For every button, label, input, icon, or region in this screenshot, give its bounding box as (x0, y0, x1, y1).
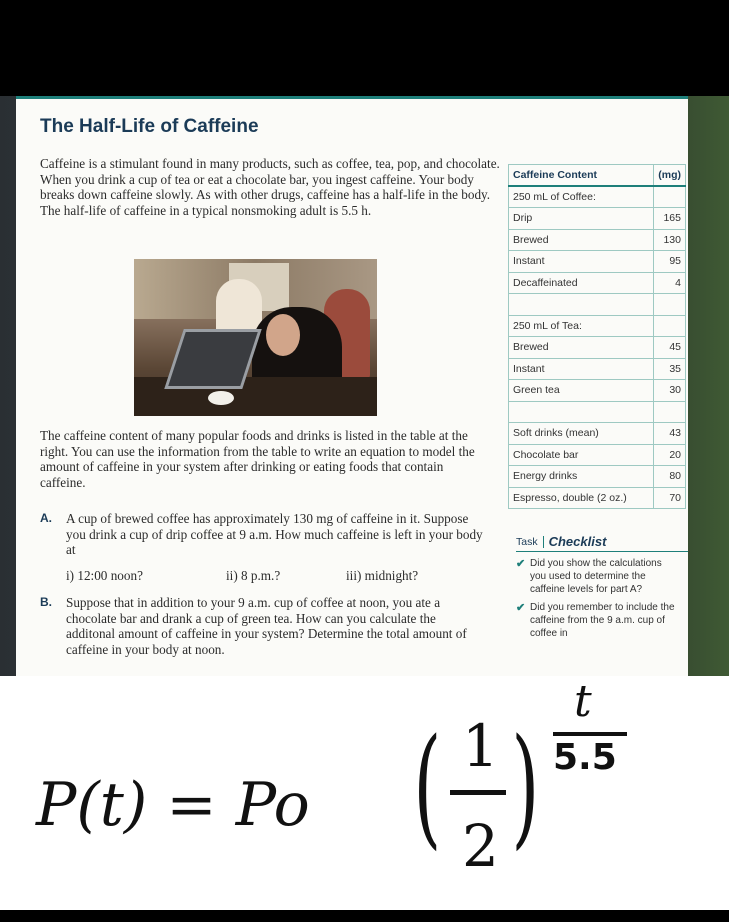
table-row (509, 229, 686, 251)
question-a (40, 511, 500, 561)
page-title: The Half-Life of Caffeine (40, 116, 259, 137)
textbook-page (16, 96, 688, 676)
bottom-black-band (0, 910, 729, 922)
table-row (509, 294, 686, 316)
table-cell-item: Decaffeinated (509, 272, 654, 294)
table-cell-item: Green tea (509, 380, 654, 402)
table-cell-mg: 80 (654, 466, 686, 488)
subpart-i: i) 12:00 noon? (66, 568, 143, 583)
table-cell-mg: 45 (654, 337, 686, 359)
table-row (509, 272, 686, 294)
formula-base-numerator: 1 (462, 712, 499, 780)
table-row (509, 466, 686, 488)
table-cell-item (509, 294, 654, 316)
table-cell-item: Instant (509, 358, 654, 380)
page-top-rule (16, 96, 688, 99)
table-cell-item: Instant (509, 251, 654, 273)
table-cell-mg (654, 186, 686, 208)
table-header-item: Caffeine Content (509, 165, 654, 187)
formula-exponent-bar (553, 732, 627, 736)
formula-base-denominator: 2 (462, 812, 499, 880)
question-b-text: Suppose that in addition to your 9 a.m. cup of coffee at noon, you ate a chocolate bar and drank a cup of green tea. How can you calculate the additonal amount of caffeine in your system? Determine the total amount of caffeine in your body at noon. (66, 595, 467, 657)
table-row (509, 315, 686, 337)
checklist-item (516, 602, 676, 640)
checklist-header (516, 532, 688, 552)
cafe-photo (134, 259, 377, 416)
table-cell-item: Soft drinks (mean) (509, 423, 654, 445)
table-cell-mg: 70 (654, 487, 686, 509)
table-cell-mg (654, 315, 686, 337)
photo-cup (208, 391, 234, 405)
table-row (509, 380, 686, 402)
table-cell-mg: 30 (654, 380, 686, 402)
table-cell-item (509, 401, 654, 423)
question-b-label: B. (40, 595, 52, 609)
checklist-title: Checklist (548, 534, 607, 549)
subpart-iii: iii) midnight? (346, 568, 419, 583)
table-cell-mg (654, 401, 686, 423)
table-cell-item: Brewed (509, 337, 654, 359)
photo-face (266, 314, 300, 356)
formula-left-paren: ( (413, 710, 442, 862)
table-header-row (509, 165, 686, 187)
top-black-band (0, 0, 729, 96)
checkmark-icon: ✔ (516, 602, 526, 615)
checklist-task-label: Task (516, 536, 544, 548)
table-header-mg: (mg) (654, 165, 686, 187)
checkmark-icon: ✔ (516, 558, 526, 570)
table-cell-mg: 130 (654, 229, 686, 251)
subpart-ii: ii) 8 p.m.? (226, 568, 281, 583)
table-cell-item: Espresso, double (2 oz.) (509, 487, 654, 509)
formula-lhs: P(t) = Po (36, 770, 310, 840)
question-b (40, 595, 500, 659)
table-cell-mg: 43 (654, 423, 686, 445)
task-checklist (516, 532, 688, 641)
table-cell-item: Brewed (509, 229, 654, 251)
table-row (509, 208, 686, 230)
table-row (509, 423, 686, 445)
table-cell-mg: 95 (654, 251, 686, 273)
formula-exponent-denominator: 5.5 (553, 737, 617, 778)
table-row (509, 337, 686, 359)
table-cell-item: 250 mL of Tea: (509, 315, 654, 337)
half-life-formula (0, 676, 729, 910)
table-cell-item: Chocolate bar (509, 444, 654, 466)
table-cell-item: 250 mL of Coffee: (509, 186, 654, 208)
table-row (509, 186, 686, 208)
question-a-text: A cup of brewed coffee has approximately 130 mg of caffeine in it. Suppose you drink a cup of drip coffee at 9 a.m. How much caffeine is left in your body at (66, 511, 483, 558)
formula-right-paren: ) (511, 710, 540, 862)
table-cell-mg: 165 (654, 208, 686, 230)
table-cell-mg: 35 (654, 358, 686, 380)
description-paragraph: The caffeine content of many popular foods and drinks is listed in the table at the right. You can use the information from the table to write an equation to model the amount of caffeine in your system after drinking or eating foods that contain caffeine. (40, 428, 475, 490)
table-cell-mg (654, 294, 686, 316)
table-row (509, 487, 686, 509)
question-a-label: A. (40, 511, 52, 525)
checklist-item-text: Did you remember to include the caffeine from the 9 a.m. cup of coffee in (530, 602, 675, 639)
formula-fraction-bar (450, 790, 506, 795)
checklist-item (516, 558, 676, 596)
table-row (509, 401, 686, 423)
table-cell-item: Drip (509, 208, 654, 230)
formula-exponent-numerator: t (574, 676, 592, 727)
caffeine-table (508, 164, 686, 509)
checklist-item-text: Did you show the calculations you used to determine the caffeine levels for part A? (530, 558, 662, 595)
table-cell-mg: 20 (654, 444, 686, 466)
intro-paragraph: Caffeine is a stimulant found in many products, such as coffee, tea, pop, and chocolate. When you drink a cup of tea or eat a chocolate bar, you ingest caffeine. Your body breaks down caffeine slowly. As with other drugs, caffeine has a half-life in the body. The half-life of caffeine in a typical nonsmoking adult is 5.5 h. (40, 156, 500, 218)
table-cell-mg: 4 (654, 272, 686, 294)
table-row (509, 251, 686, 273)
table-cell-item: Energy drinks (509, 466, 654, 488)
table-row (509, 444, 686, 466)
table-row (509, 358, 686, 380)
